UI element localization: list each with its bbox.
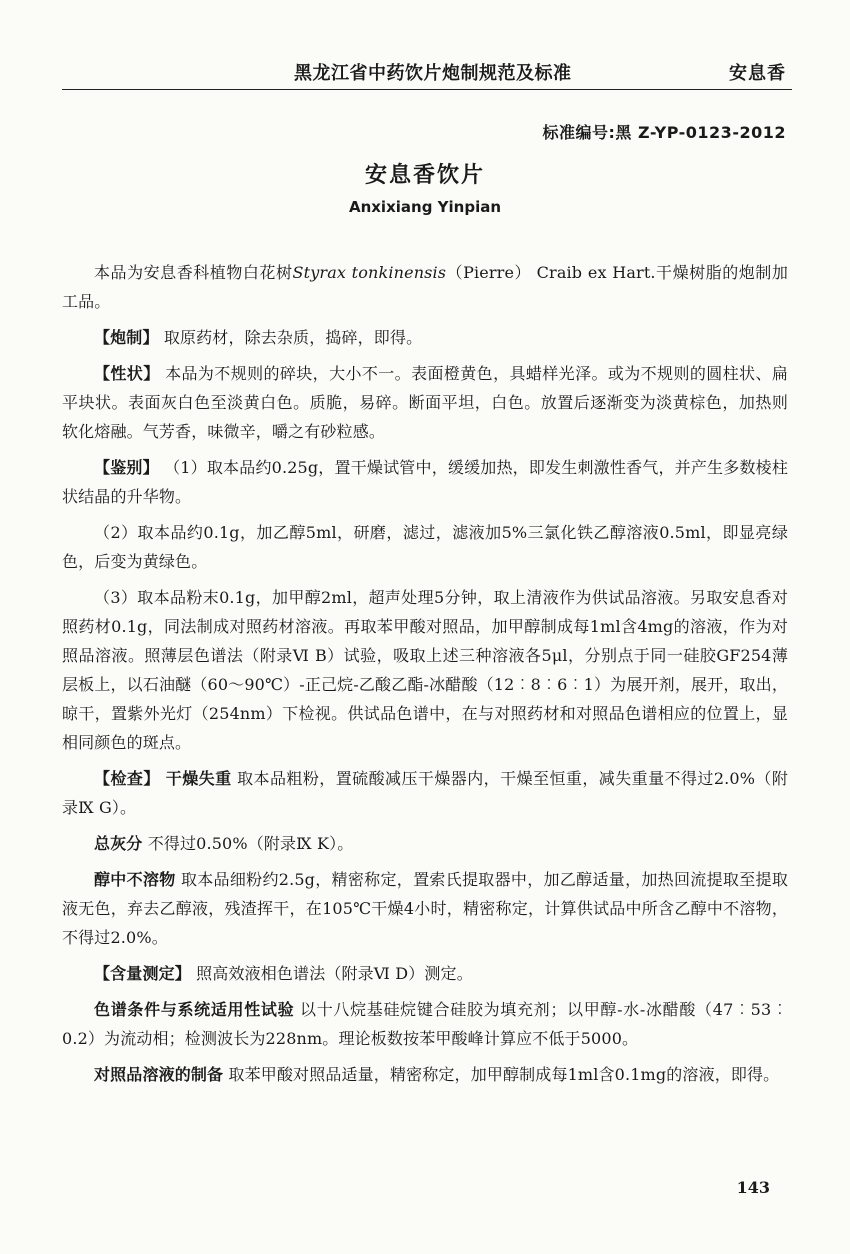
intro-post: （Pierre） Craib ex Hart.干燥树脂的炮制加工品。	[62, 263, 788, 311]
inspection-paragraph	[62, 764, 788, 822]
document-body	[62, 258, 788, 1096]
inspection-label: 【检查】	[94, 769, 160, 788]
processing-paragraph	[62, 323, 788, 352]
processing-text: 取原药材，除去杂质，捣碎，即得。	[158, 328, 423, 347]
running-header	[62, 60, 792, 90]
identification-paragraph-1	[62, 453, 788, 511]
identification-item-3: （3）取本品粉末0.1g，加甲醇2ml，超声处理5分钟，取上清液作为供试品溶液。另取安息香对照药材0.1g，同法制成对照药材溶液。再取苯甲酸对照品，加甲醇制成每1ml含4mg的溶液，作为对照品溶液。照薄层色谱法（附录Ⅵ B）试验，吸取上述三种溶液各5μl，分别点于同一硅胶GF254薄层板上，以石油醚（60～90℃）-正己烷-乙酸乙酯-冰醋酸（12︰8︰6︰1）为展开剂，展开，取出，晾干，置紫外光灯（254nm）下检视。供试品色谱中，在与对照药材和对照品色谱相应的位置上，显相同颜色的斑点。	[62, 588, 788, 752]
intro-paragraph	[62, 258, 788, 316]
ash-paragraph	[62, 829, 788, 858]
alcohol-insoluble-text: 取本品细粉约2.5g，精密称定，置索氏提取器中，加乙醇适量，加热回流提取至提取液无色，弃去乙醇液，残渣挥干，在105℃干燥4小时，精密称定，计算供试品中所含乙醇中不溶物，不得过2.0%。	[62, 870, 788, 947]
processing-label: 【炮制】	[94, 328, 159, 347]
reference-solution-label: 对照品溶液的制备	[94, 1065, 224, 1084]
page-title: 安息香饮片	[364, 163, 485, 188]
drying-loss-text: 取本品粗粉，置硫酸减压干燥器内，干燥至恒重，减失重量不得过2.0%（附录Ⅸ G）。	[62, 769, 788, 817]
insoluble-paragraph	[62, 865, 788, 952]
identification-paragraph-3	[62, 583, 788, 757]
chromatography-paragraph	[62, 995, 788, 1053]
page-number: 143	[736, 1178, 770, 1197]
identification-item-1: （1）取本品约0.25g，置干燥试管中，缓缓加热，即发生刺激性香气，并产生多数棱柱状结晶的升华物。	[62, 458, 788, 506]
properties-paragraph	[62, 359, 788, 446]
chromatography-text: 以十八烷基硅烷键合硅胶为填充剂；以甲醇-水-冰醋酸（47︰53︰0.2）为流动相；检测波长为228nm。理论板数按苯甲酸峰计算应不低于5000。	[62, 1000, 788, 1048]
drying-loss-label: 干燥失重	[159, 769, 232, 788]
assay-label: 【含量测定】	[94, 964, 191, 983]
assay-paragraph	[62, 959, 788, 988]
chromatography-label: 色谱条件与系统适用性试验	[94, 1000, 295, 1019]
reference-solution-paragraph	[62, 1060, 788, 1089]
total-ash-label: 总灰分	[94, 834, 143, 853]
intro-pre: 本品为安息香科植物白花树	[94, 263, 293, 282]
identification-label: 【鉴别】	[94, 458, 159, 477]
latin-name: Styrax tonkinensis	[292, 263, 447, 282]
standard-number: 标准编号:黑 Z-YP-0123-2012	[542, 123, 786, 142]
reference-solution-text: 取苯甲酸对照品适量，精密称定，加甲醇制成每1ml含0.1mg的溶液，即得。	[223, 1065, 780, 1084]
section-title: 安息香	[729, 63, 786, 84]
alcohol-insoluble-label: 醇中不溶物	[94, 870, 176, 889]
assay-text: 照高效液相色谱法（附录Ⅵ D）测定。	[190, 964, 473, 983]
properties-label: 【性状】	[94, 364, 160, 383]
properties-text: 本品为不规则的碎块，大小不一。表面橙黄色，具蜡样光泽。或为不规则的圆柱状、扁平块状。表面灰白色至淡黄白色。质脆，易碎。断面平坦，白色。放置后逐渐变为淡黄棕色，加热则软化熔融。气芳香，味微辛，嚼之有砂粒感。	[62, 364, 789, 441]
total-ash-text: 不得过0.50%（附录Ⅸ K）。	[142, 834, 354, 853]
page-subtitle: Anxixiang Yinpian	[348, 198, 502, 216]
identification-item-2: （2）取本品约0.1g，加乙醇5ml，研磨，滤过，滤液加5%三氯化铁乙醇溶液0.5ml，即显亮绿色，后变为黄绿色。	[62, 523, 788, 571]
book-title: 黑龙江省中药饮片炮制规范及标准	[294, 63, 572, 84]
header-rule	[62, 89, 792, 90]
identification-paragraph-2	[62, 518, 788, 576]
